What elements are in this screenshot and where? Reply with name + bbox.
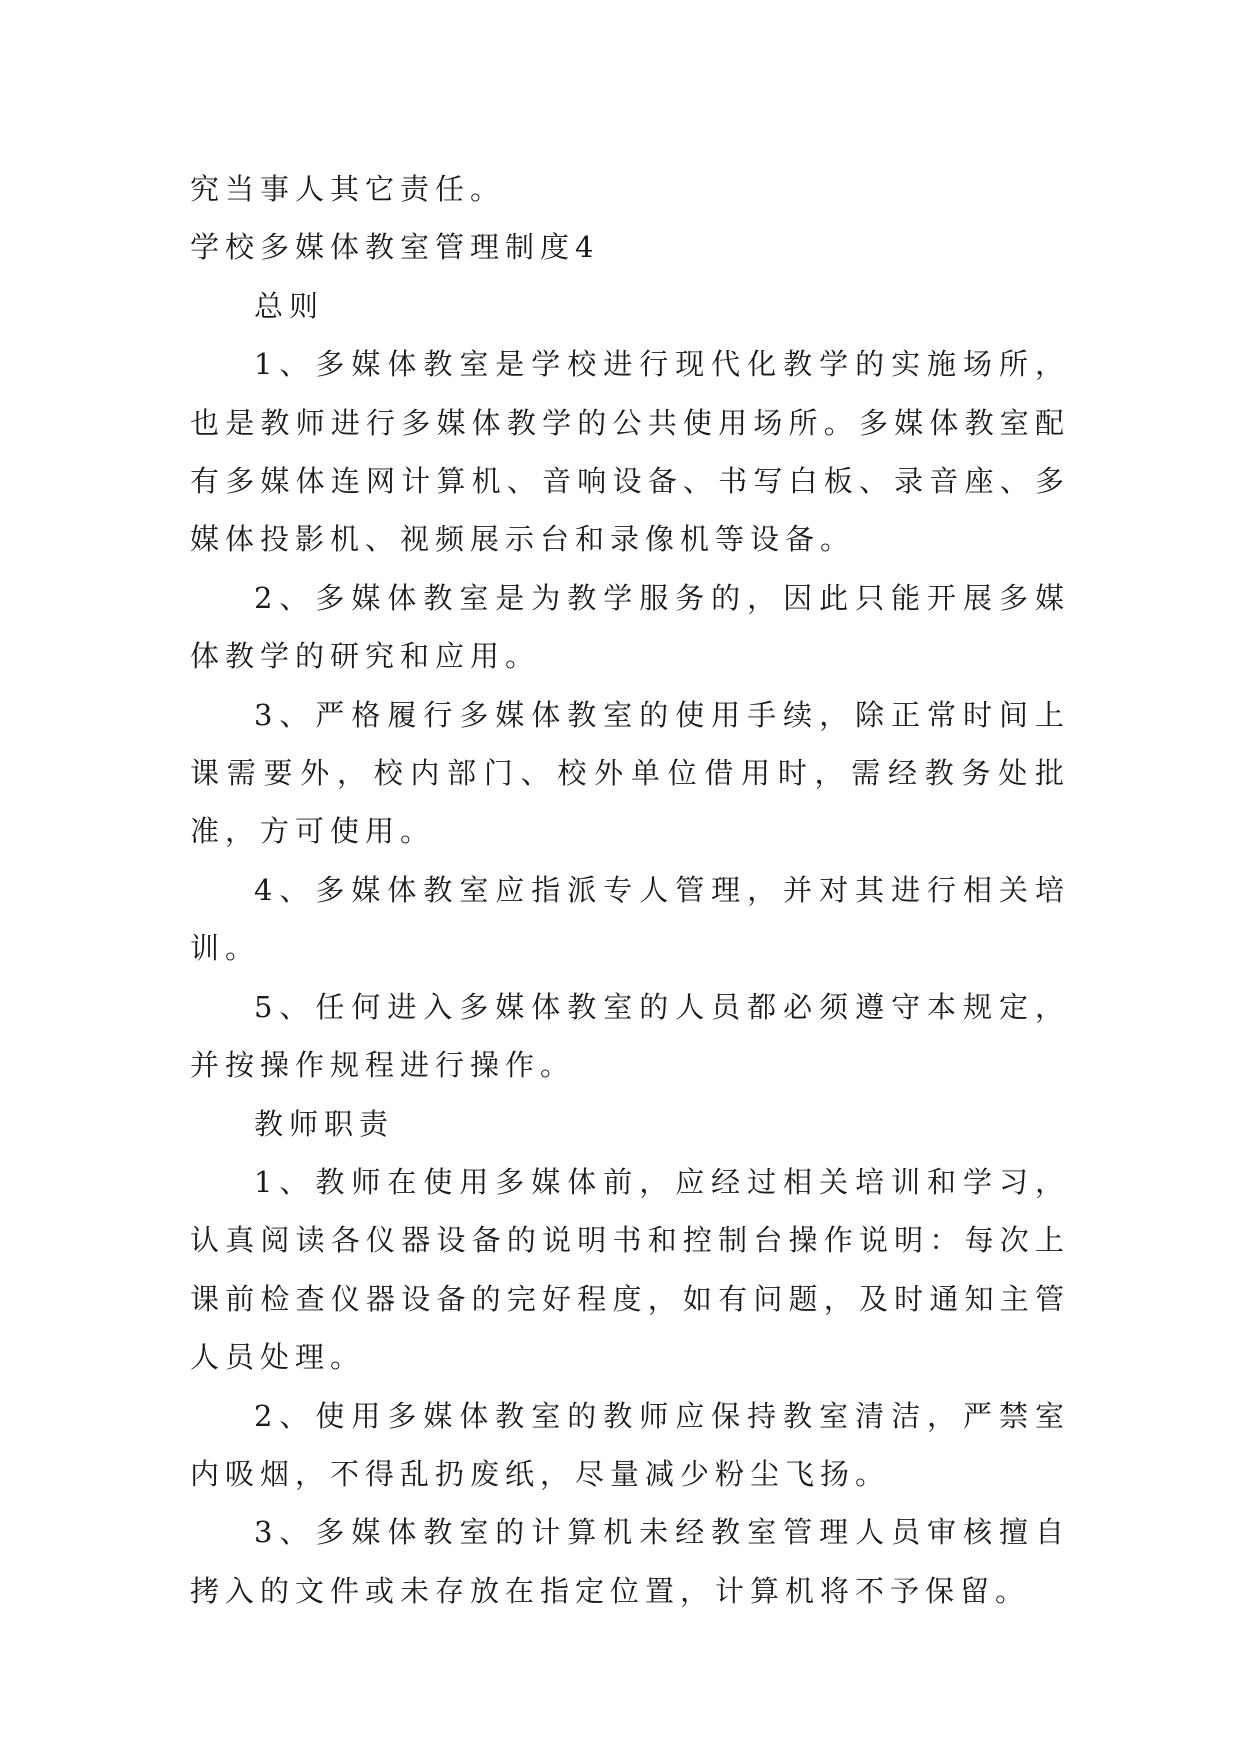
teacher-duty-2: 2、使用多媒体教室的教师应保持教室清洁，严禁室内吸烟，不得乱扔废纸，尽量减少粉尘飞扬。	[190, 1398, 1070, 1491]
general-rule-1: 1、多媒体教室是学校进行现代化教学的实施场所，也是教师进行多媒体教学的公共使用场所。多媒体教室配有多媒体连网计算机、音响设备、书写白板、录音座、多媒体投影机、视频展示台和录像机等设备。	[190, 347, 1070, 557]
document-body	[190, 160, 1070, 1620]
general-rule-3: 3、严格履行多媒体教室的使用手续，除正常时间上课需要外，校内部门、校外单位借用时，需经教务处批准，方可使用。	[190, 697, 1070, 849]
teacher-duty-1: 1、教师在使用多媒体前，应经过相关培训和学习，认真阅读各仪器设备的说明书和控制台操作说明：每次上课前检查仪器设备的完好程度，如有问题，及时通知主管人员处理。	[190, 1164, 1070, 1375]
general-rule-5: 5、任何进入多媒体教室的人员都必须遵守本规定，并按操作规程进行操作。	[190, 989, 1070, 1083]
paragraph-continuation: 究当事人其它责任。	[190, 172, 506, 206]
general-rule-4: 4、多媒体教室应指派专人管理，并对其进行相关培训。	[190, 872, 1070, 966]
subheading-general: 总则	[254, 288, 325, 323]
section-title: 学校多媒体教室管理制度4	[190, 230, 600, 265]
subheading-teacher-duties: 教师职责	[254, 1106, 395, 1141]
general-rule-2: 2、多媒体教室是为教学服务的，因此只能开展多媒体教学的研究和应用。	[190, 580, 1070, 674]
teacher-duty-3: 3、多媒体教室的计算机未经教室管理人员审核擅自拷入的文件或未存放在指定位置，计算机将不予保留。	[190, 1515, 1070, 1608]
